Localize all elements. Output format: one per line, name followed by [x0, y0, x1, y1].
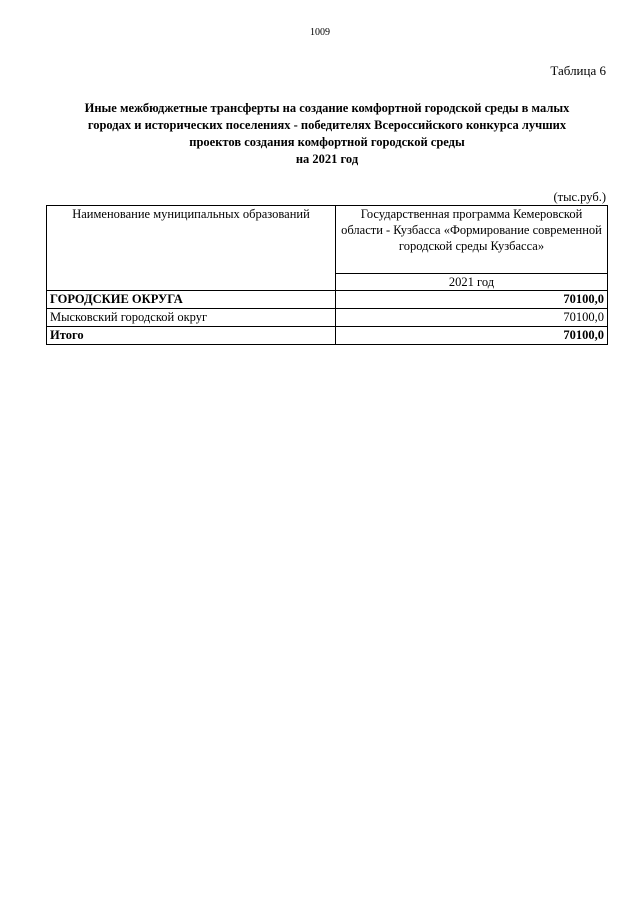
document-title	[40, 100, 614, 168]
title-line-2: городах и исторических поселениях - победителях Всероссийского конкурса лучших	[87, 118, 567, 132]
table-row-myski-district	[47, 309, 608, 327]
row-name: ГОРОДСКИЕ ОКРУГА	[47, 291, 336, 309]
units-label: (тыс.руб.)	[553, 190, 606, 204]
header-state-program: Государственная программа Кемеровской области - Кузбасса «Формирование современной городской среды Кузбасса»	[336, 206, 608, 274]
header-year: 2021 год	[336, 274, 608, 291]
row-name: Итого	[47, 327, 336, 345]
row-value: 70100,0	[336, 309, 608, 327]
table-row-urban-districts	[47, 291, 608, 309]
table-row-total	[47, 327, 608, 345]
page-number: 1009	[310, 27, 330, 38]
header-municipality-name: Наименование муниципальных образований	[47, 206, 336, 291]
row-name: Мысковский городской округ	[47, 309, 336, 327]
transfers-table	[46, 205, 608, 345]
title-line-1: Иные межбюджетные трансферты на создание комфортной городской среды в малых	[84, 101, 570, 115]
title-line-3: проектов создания комфортной городской среды	[189, 135, 465, 149]
title-line-4: на 2021 год	[295, 152, 359, 166]
row-value: 70100,0	[336, 327, 608, 345]
table-label: Таблица 6	[550, 63, 606, 78]
row-value: 70100,0	[336, 291, 608, 309]
